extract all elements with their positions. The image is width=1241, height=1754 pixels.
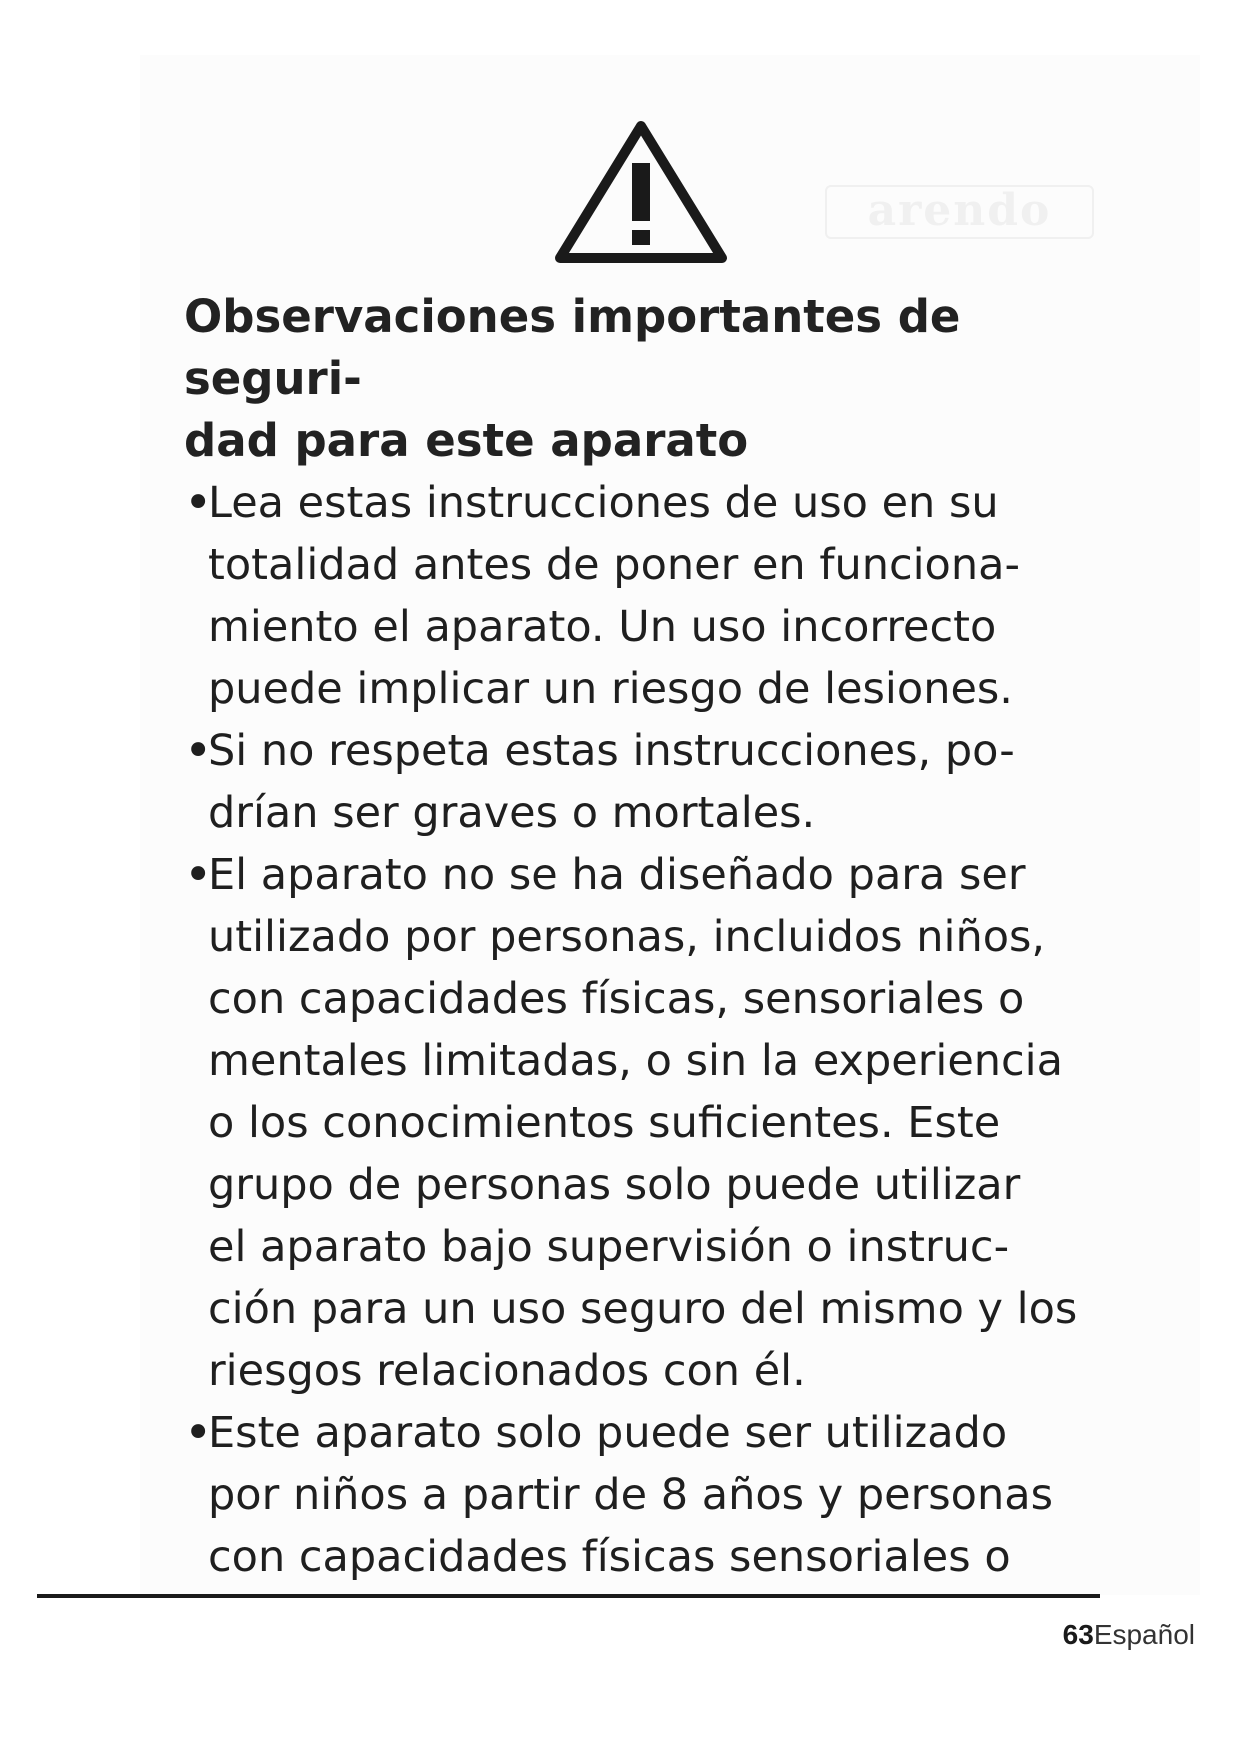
bullet-line: por niños a partir de 8 años y personas xyxy=(208,1470,1053,1520)
bullet-line: o los conocimientos suficientes. Este xyxy=(208,1098,1001,1148)
bullet-line: totalidad antes de poner en funciona- xyxy=(208,540,1020,590)
bullet-dot: • xyxy=(184,723,213,779)
bullet-line: grupo de personas solo puede utilizar xyxy=(208,1160,1021,1210)
bullet-dot: • xyxy=(184,1405,213,1461)
bullet-line: con capacidades físicas, sensoriales o xyxy=(208,974,1025,1024)
bullet-line: ción para un uso seguro del mismo y los xyxy=(208,1284,1078,1334)
heading-line: dad para este aparato xyxy=(184,414,749,467)
page-number: 63 xyxy=(1062,1619,1094,1650)
bullet-item xyxy=(184,1402,1104,1588)
bullet-line: el aparato bajo supervisión o instruc- xyxy=(208,1222,1010,1272)
heading-line: Observaciones importantes de seguri- xyxy=(184,290,961,405)
brand-watermark: arendo xyxy=(825,185,1094,239)
bullet-item xyxy=(184,472,1104,720)
bullet-item xyxy=(184,720,1104,844)
warning-triangle-icon xyxy=(552,118,730,268)
safety-section xyxy=(184,286,1104,1588)
bullet-dot: • xyxy=(184,847,213,903)
bullet-line: utilizado por personas, incluidos niños, xyxy=(208,912,1046,962)
bullet-line: riesgos relacionados con él. xyxy=(208,1346,806,1396)
bullet-item xyxy=(184,844,1104,1402)
page-language: Español xyxy=(1093,1619,1195,1650)
bullet-line: miento el aparato. Un uso incorrecto xyxy=(208,602,997,652)
bullet-line: drían ser graves o mortales. xyxy=(208,788,816,838)
bullet-line: puede implicar un riesgo de lesiones. xyxy=(208,664,1013,714)
bullet-line: mentales limitadas, o sin la experiencia xyxy=(208,1036,1063,1086)
safety-bullet-list xyxy=(184,472,1104,1588)
bullet-line: con capacidades físicas sensoriales o xyxy=(208,1532,1011,1582)
bullet-dot: • xyxy=(184,475,213,531)
bullet-line: Este aparato solo puede ser utilizado xyxy=(208,1408,1008,1458)
bullet-line: Si no respeta estas instrucciones, po- xyxy=(208,726,1015,776)
page-footer xyxy=(1063,1618,1195,1652)
section-heading xyxy=(184,286,1104,472)
bullet-line: El aparato no se ha diseñado para ser xyxy=(208,850,1026,900)
bullet-line: Lea estas instrucciones de uso en su xyxy=(208,478,999,528)
footer-divider xyxy=(37,1594,1100,1598)
